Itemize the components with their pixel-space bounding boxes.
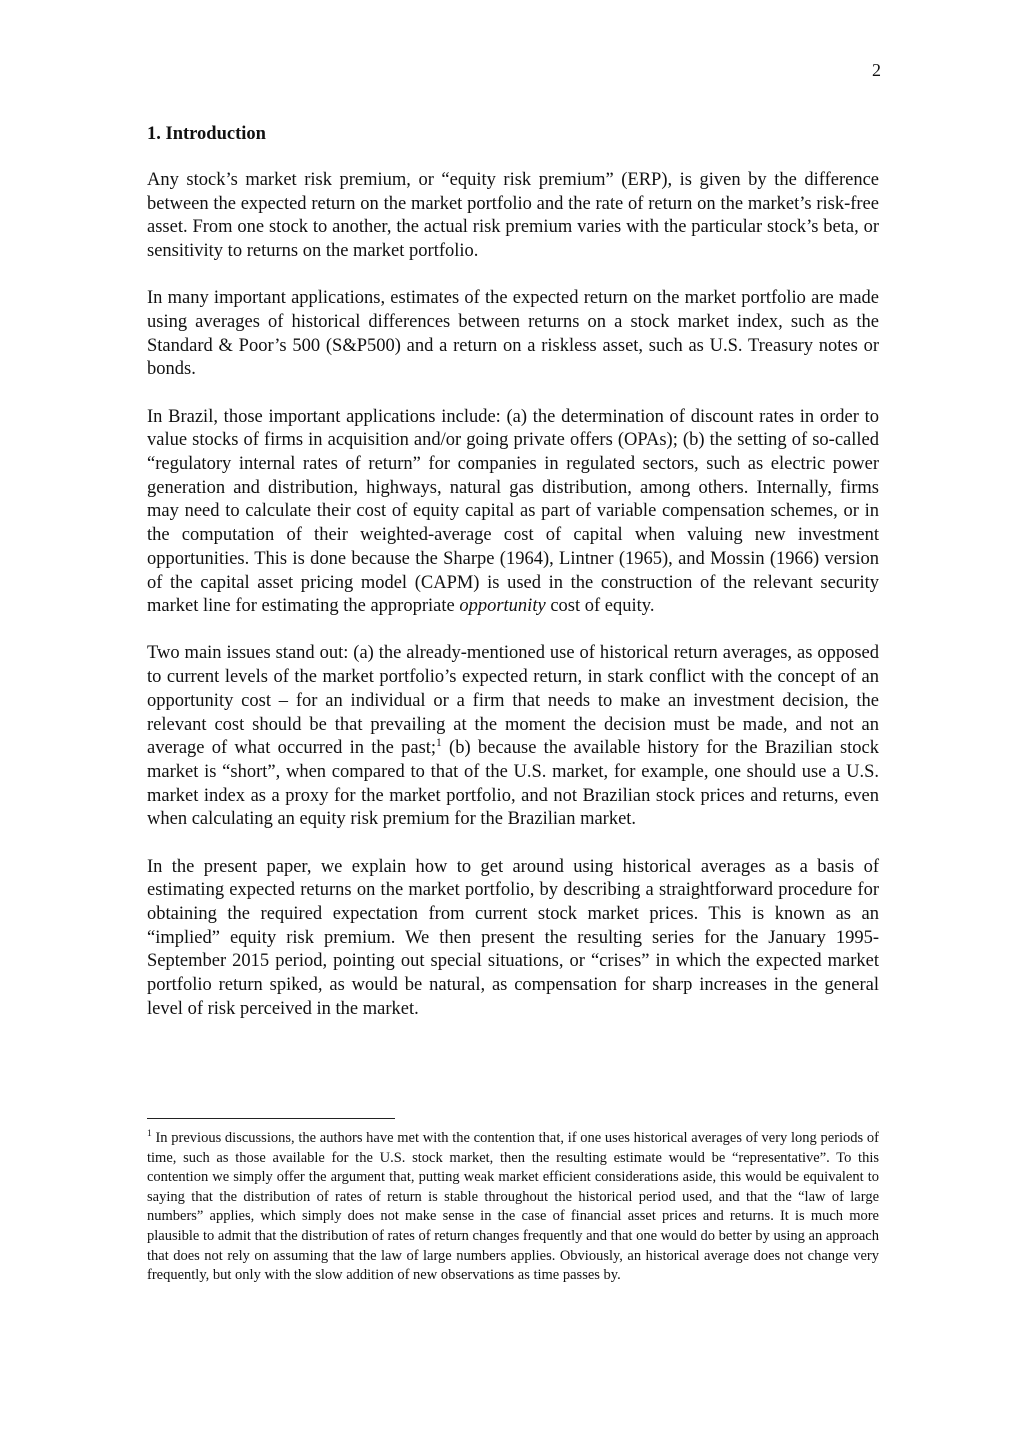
italic-term: opportunity [459, 596, 546, 617]
paragraph-main-issues [147, 642, 879, 832]
footnote-text: In previous discussions, the authors have met with the contention that, if one uses historical averages of very long periods of time, such as those available for the U.S. stock market, then the resulting estimate would be “representative”. To this contention we simply offer the argument that, putting weak market efficient considerations aside, this would be equivalent to saying that the distribution of rates of return is stable throughout the historical period used, and that the “law of large numbers” applies, which simply does not make sense in the case of financial asset prices and returns. It is much more plausible to admit that the distribution of rates of return changes frequently and that one would do better by using an approach that does not rely on assuming that the law of large numbers applies. Obviously, an historical average does not change very frequently, but only with the slow addition of new observations as time passes by. [147, 1130, 879, 1284]
paragraph-erp-definition: Any stock’s market risk premium, or “equity risk premium” (ERP), is given by the difference between the expected return on the market portfolio and the rate of return on the market’s risk-free asset. From one stock to another, the actual risk premium varies with the particular stock’s beta, or sensitivity to returns on the market portfolio. [147, 170, 879, 262]
page-number: 2 [872, 60, 881, 80]
footnote-reference[interactable]: 1 [436, 737, 442, 750]
paragraph-text: cost of equity. [545, 596, 655, 617]
footnote-mark: 1 [147, 1129, 152, 1140]
main-body [147, 122, 879, 1045]
section-heading: 1. Introduction [147, 124, 266, 144]
footnote [147, 1129, 879, 1286]
paragraph-text: In Brazil, those important applications include: (a) the determination of discount rates in order to value stocks of firms in acquisition and/or going private offers (OPAs); (b) the setting of so-called “regulatory internal rates of return” for companies in regulated sectors, such as electric power generation and distribution, highways, natural gas distribution, among others. Internally, firms may need to calculate their cost of equity capital as part of variable compensation schemes, or in the computation of their weighted-average cost of capital when valuing new investment opportunities. This is done because the Sharpe (1964), Lintner (1965), and Mossin (1966) version of the capital asset pricing model (CAPM) is used in the construction of the relevant security market line for estimating the appropriate [147, 406, 879, 617]
footnote-separator [147, 1118, 395, 1119]
paragraph-historical-estimates: In many important applications, estimates of the expected return on the market portfolio are made using averages of historical differences between returns on a stock market index, such as the Standard & Poor’s 500 (S&P500) and a return on a riskless asset, such as U.S. Treasury notes or bonds. [147, 288, 879, 380]
paragraph-brazil-applications [147, 406, 879, 619]
paragraph-present-paper: In the present paper, we explain how to get around using historical averages as a basis of estimating expected returns on the market portfolio, by describing a straightforward procedure for obtaining the required expectation from current stock market prices. This is known as an “implied” equity risk premium. We then present the resulting series for the January 1995-September 2015 period, pointing out special situations, or “crises” in which the expected market portfolio return spiked, as would be natural, as compensation for sharp increases in the general level of risk perceived in the market. [147, 856, 879, 1019]
paragraph-text: Two main issues stand out: (a) the already-mentioned use of historical return averages, as opposed to current levels of the market portfolio’s expected return, in stark conflict with the concept of an opportunity cost – for an individual or a firm that needs to make an investment decision, the relevant cost should be that prevailing at the moment the decision must be made, and not an average of what occurred in the past; [147, 643, 879, 759]
paragraph-text: (b) because the available history for the Brazilian stock market is “short”, when compared to that of the U.S. market, for example, one should use a U.S. market index as a proxy for the market portfolio, and not Brazilian stock prices and returns, even when calculating an equity risk premium for the Brazilian market. [147, 738, 879, 830]
